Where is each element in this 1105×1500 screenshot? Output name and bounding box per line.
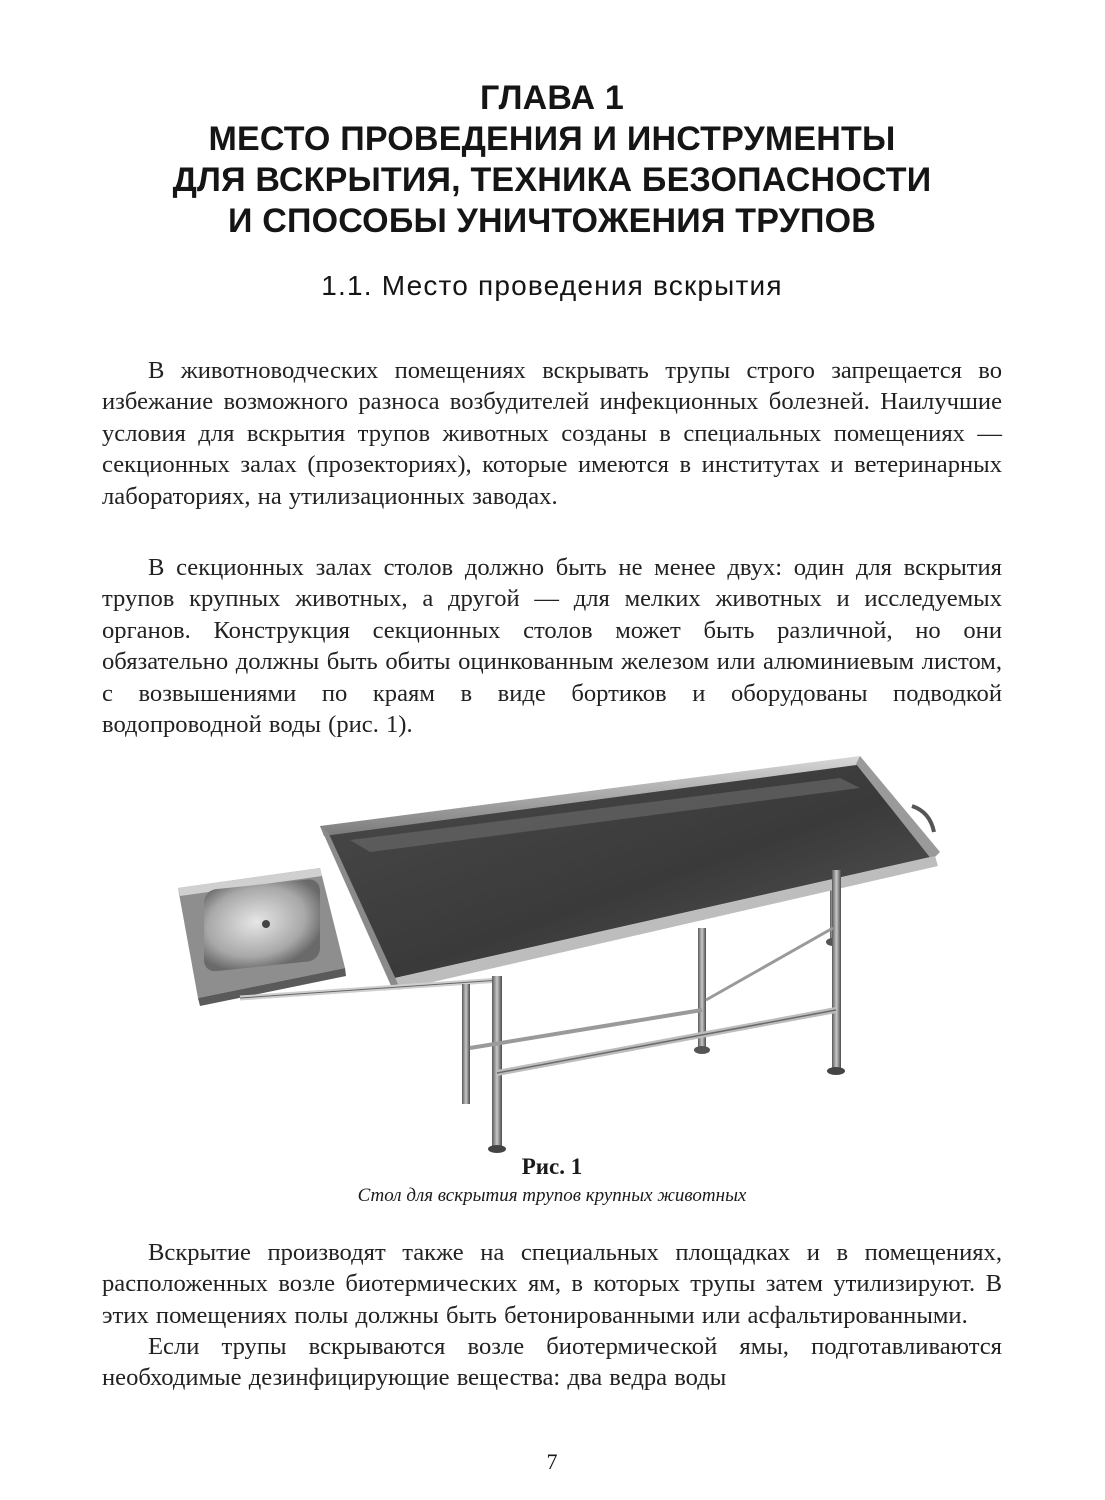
figure-caption: Стол для вскрытия трупов крупных животных [357, 1185, 747, 1206]
chapter-number: ГЛАВА 1 [479, 79, 624, 117]
figure-dissection-table [170, 748, 950, 1158]
section-title: 1.1. Место проведения вскрытия [321, 270, 783, 301]
figure-label: Рис. 1 [521, 1154, 583, 1179]
chapter-title-line-1: МЕСТО ПРОВЕДЕНИЯ И ИНСТРУМЕНТЫ [208, 120, 896, 158]
paragraph-3: Вскрытие производят также на специальных площадках и в помещениях, расположенных возле биотермических ям, в которых трупы затем утилизируют. В этих помещениях полы должны быть бетонированными или асфальтированными. [102, 1238, 1002, 1329]
chapter-title-line-2: ДЛЯ ВСКРЫТИЯ, ТЕХНИКА БЕЗОПАСНОСТИ [172, 161, 932, 199]
chapter-heading [102, 78, 1002, 242]
page-number: 7 [546, 1449, 558, 1474]
book-page [102, 0, 1002, 1500]
chapter-title-line-3: И СПОСОБЫ УНИЧТОЖЕНИЯ ТРУПОВ [227, 202, 877, 240]
paragraph-1: В животноводческих помещениях вскрывать трупы строго запрещается во избежание возможного разноса возбудителей инфекционных болезней. Наилучшие условия для вскрытия трупов животных созданы в специальных помещениях — секционных залах (прозекториях), которые имеются в институтах и ветеринарных лабораториях, на утилизационных заводах. [102, 356, 1002, 510]
paragraph-4: Если трупы вскрываются возле биотермической ямы, подготавливаются необходимые дезинфицирующие вещества: два ведра воды [102, 1332, 1002, 1392]
dissection-table-illustration [170, 748, 950, 1158]
paragraph-2: В секционных залах столов должно быть не менее двух: один для вскрытия трупов крупных животных, а другой — для мелких животных и исследуемых органов. Конструкция секционных столов может быть различной, но они обязательно должны быть обиты оцинкованным железом или алюминиевым листом, с возвышениями по краям в виде бортиков и оборудованы подводкой водопроводной воды (рис. 1). [102, 553, 1002, 739]
